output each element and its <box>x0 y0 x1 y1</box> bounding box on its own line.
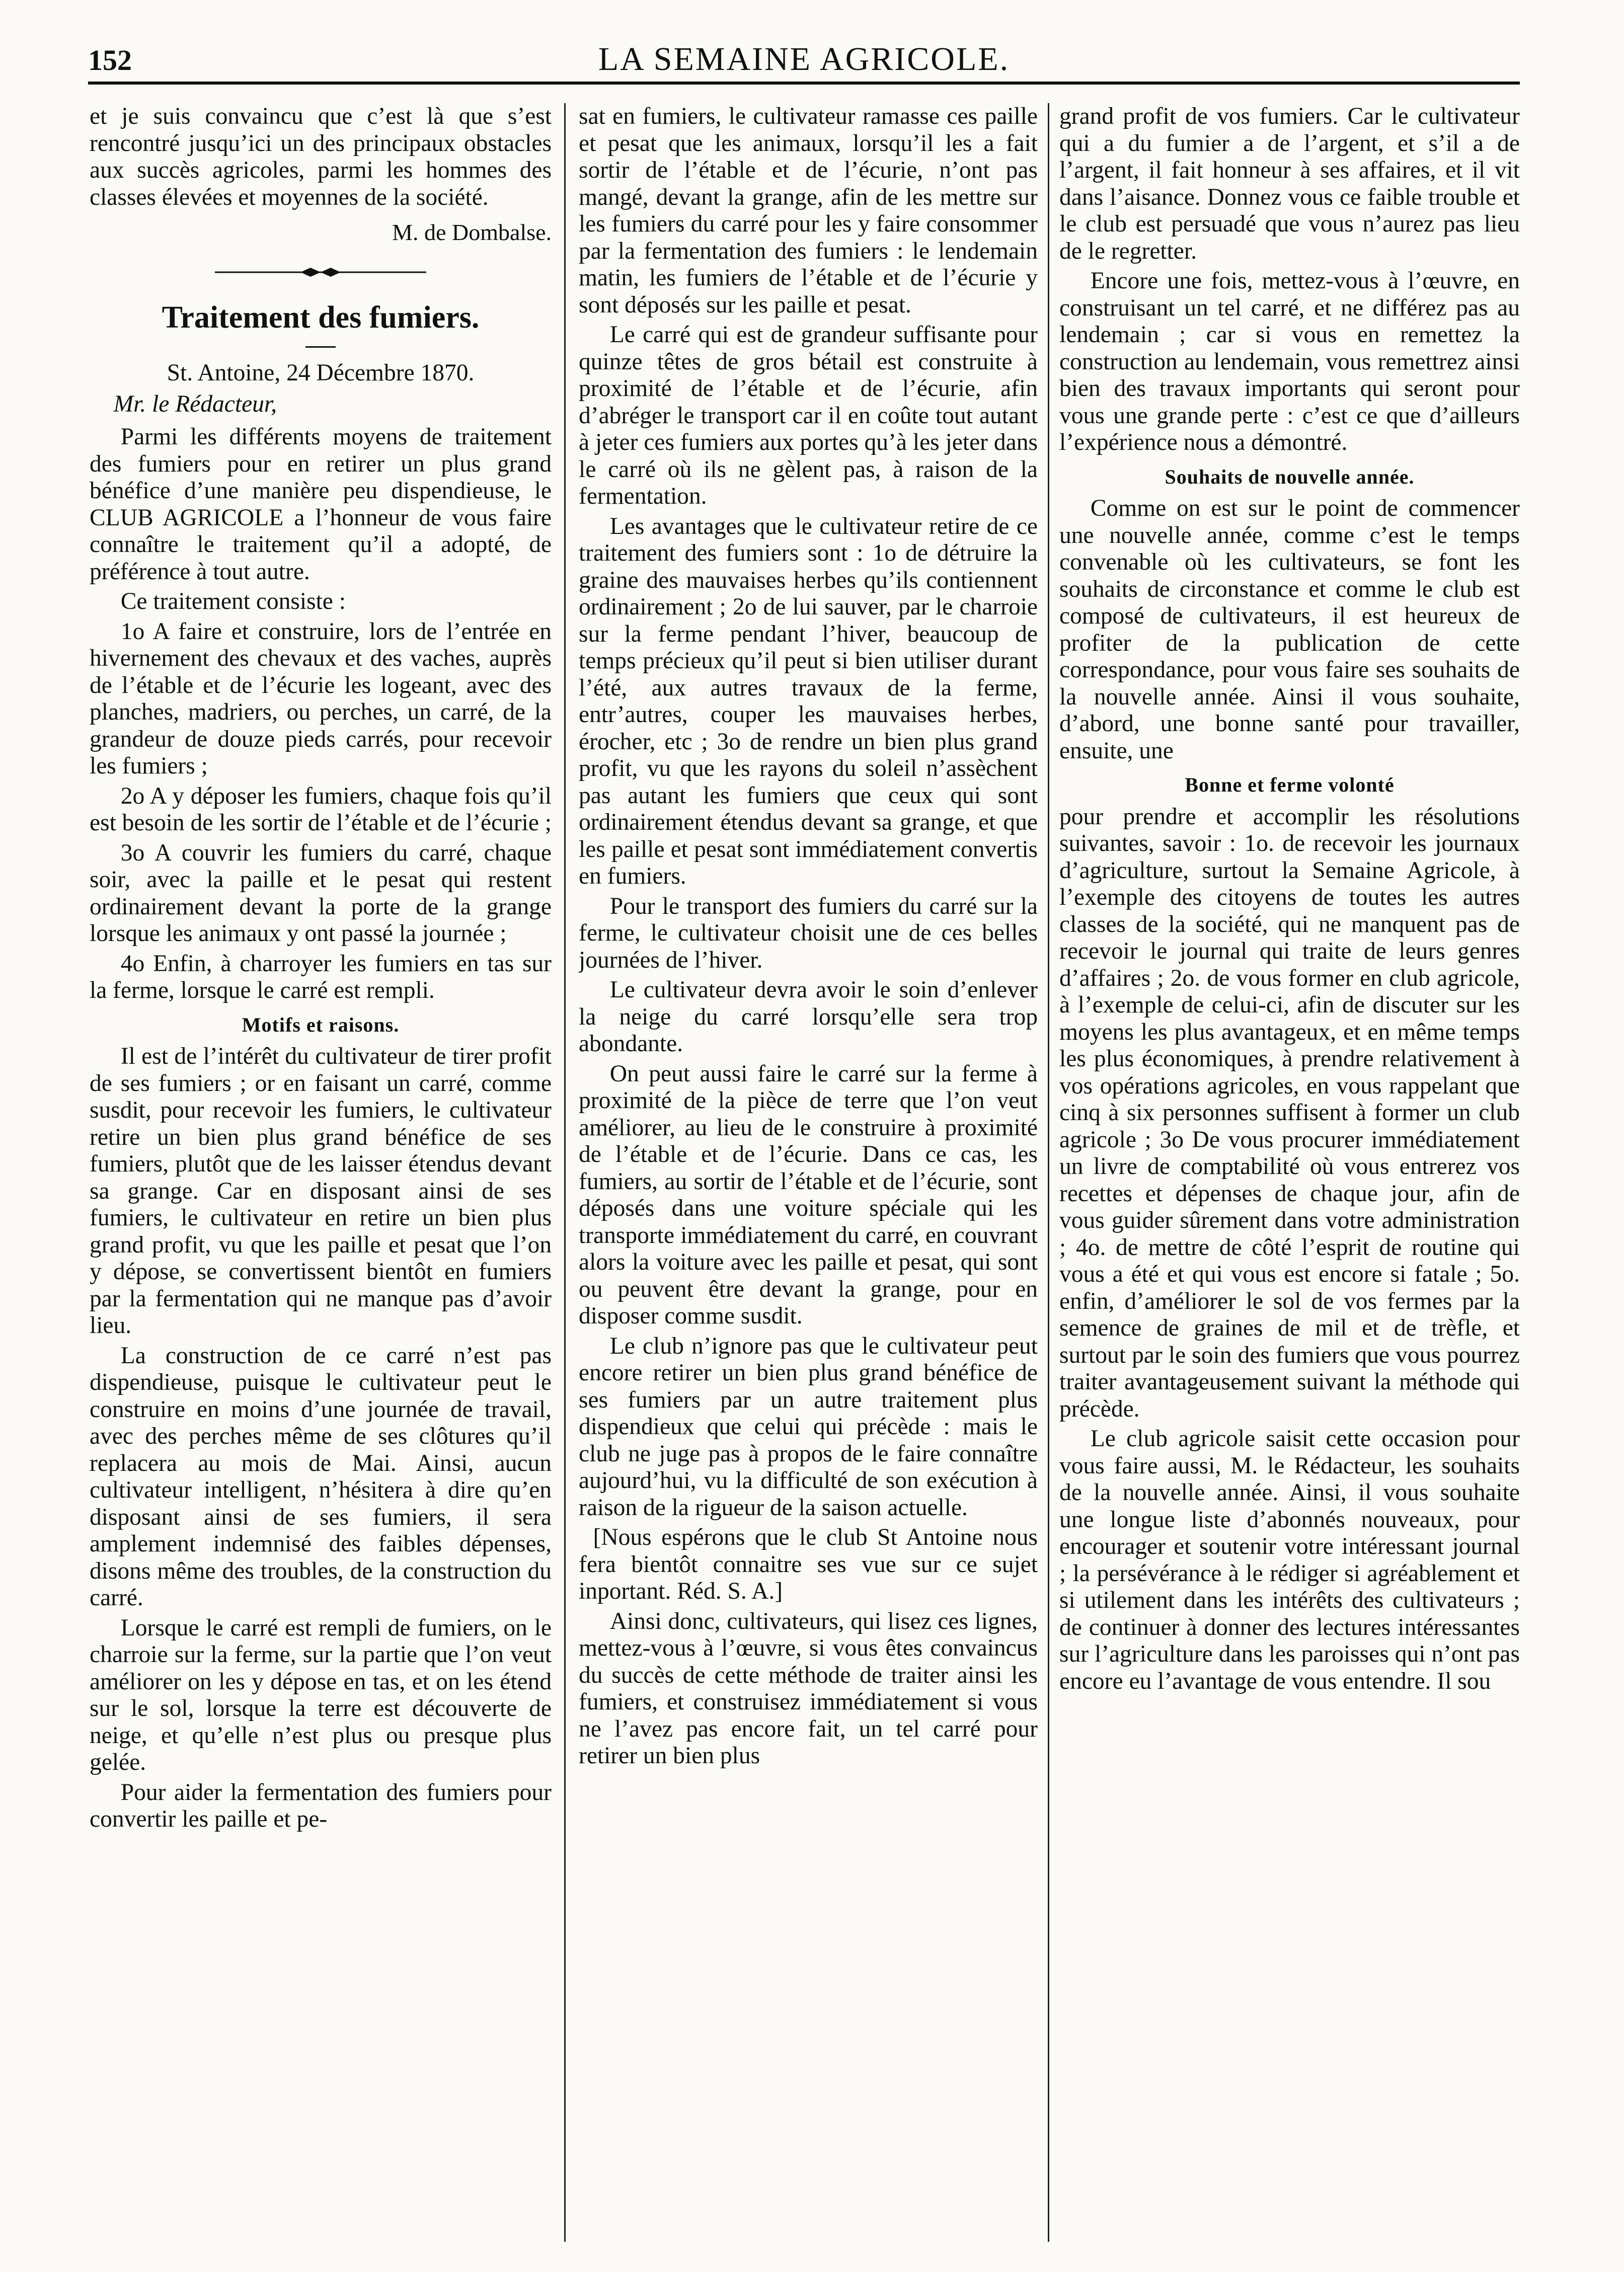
paragraph: 3o A couvrir les fumiers du carré, chaque soir, avec la paille et le pesat qui restent ordinairement devant la porte de la grange lorsque les animaux y ont passé la journée ; <box>90 839 552 947</box>
dateline: St. Antoine, 24 Décembre 1870. <box>167 360 475 386</box>
paragraph: Le club n’ignore pas que le cultivateur peut encore retirer un bien plus grand bénéfice de ses fumiers par un autre traitement plus dispendieux que celui qui précède : mais le club ne juge pas à propos de le faire connaître aujourd’hui, vu la difficulté de son exécution à raison de la rigueur de la saison actuelle. <box>579 1333 1038 1521</box>
paragraph: Il est de l’intérêt du cultivateur de tirer profit de ses fumiers ; or en faisant un carré, comme susdit, pour recevoir les fumiers, le cultivateur retire un bien plus grand bénéfice de ses fumiers, plutôt que de les laisser étendus devant sa grange. Car en disposant ainsi de ses fumiers, le cultivateur en retire un bien plus grand profit, vu que les paille et pesat que l’on y dépose, se convertissent bientôt en fumiers par la fermentation qui ne manque pas d’avoir lieu. <box>90 1043 552 1339</box>
paragraph: Ce traitement consiste : <box>120 588 346 614</box>
paragraph: Pour aider la fermentation des fumiers pour convertir les paille et pe- <box>90 1779 552 1832</box>
signature: M. de Dombalse. <box>392 219 552 245</box>
paragraph: Lorsque le carré est rempli de fumiers, on le charroie sur la ferme, sur la partie que l’on veut améliorer on les y dépose en tas, et on les étend sur le sol, lorsque la terre est découverte de neige, et qu’elle n’est plus ou presque plus gelée. <box>90 1614 552 1775</box>
article-title: Traitement des fumiers. <box>162 300 480 335</box>
paragraph: Le carré qui est de grandeur suffisante pour quinze têtes de gros bétail est construite à proximité de l’étable et de l’écurie, afin d’abréger le transport car il en coûte tout autant à jeter ces fumiers aux portes qu’à les jeter dans le carré où ils ne gèlent pas, à raison de la fermentation. <box>579 322 1038 509</box>
subheading: Souhaits de nouvelle année. <box>1165 465 1415 488</box>
paragraph: pour prendre et accomplir les résolutions suivantes, savoir : 1o. de recevoir les journaux d’agriculture, surtout la Semaine Agricole, à l’exemple des citoyens de toutes les autres classes de la société, qui ne manquent pas de recevoir le journal qui traite de leurs genres d’affaires ; 2o. de vous former en club agricole, à l’exemple de celui-ci, afin de discuter sur les moyens les plus avantageux, et en même temps les plus économiques, à prendre relativement à vos opérations agricoles, en vous rappelant que cinq à six personnes suffisent à former un club agricole ; 3o De vous procurer immédiatement un livre de comptabilité où vous entrerez vos recettes et dépenses de chaque jour, afin de vous guider sûrement dans votre administration ; 4o. de mettre de côté l’esprit de routine qui vous a été et qui vous est encore si fatale ; 5o. enfin, d’améliorer le sol de vos fermes par la semence de graines de mil et de trèfle, et surtout par le soin des fumiers que vous pourrez traiter avantageusement suivant la méthode qui précède. <box>1059 803 1520 1422</box>
newspaper-title: LA SEMAINE AGRICOLE. <box>598 41 1010 77</box>
short-rule <box>305 346 336 348</box>
paragraph: 2o A y déposer les fumiers, chaque fois qu’il est besoin de les sortir de l’étable et de l’écurie ; <box>90 782 552 836</box>
ornament-divider <box>90 258 552 285</box>
column-divider <box>564 103 566 2242</box>
column-2 <box>579 103 1038 2242</box>
salutation: Mr. le Rédacteur, <box>113 390 277 417</box>
paragraph: et je suis convaincu que c’est là que s’est rencontré jusqu’ici un des principaux obstacles aux succès agricoles, parmi les hommes des classes élevées et moyennes de la société. <box>90 103 552 210</box>
column-divider <box>1048 103 1049 2242</box>
subheading: Motifs et raisons. <box>242 1013 400 1036</box>
paragraph: grand profit de vos fumiers. Car le cultivateur qui a du fumier a de l’argent, et s’il a de l’argent, il fait honneur à ses affaires, et il vit dans l’aisance. Donnez vous ce faible trouble et le club est persuadé que vous n’aurez pas lieu de le regretter. <box>1059 103 1520 264</box>
paragraph: Encore une fois, mettez-vous à l’œuvre, en construisant un tel carré, et ne différez pas au lendemain ; car si vous en remettez la construction au lendemain, vous remettrez ainsi bien des travaux importants qui seront pour vous une grande perte : c’est ce que d’ailleurs l’expérience nous a démontré. <box>1059 268 1520 455</box>
paragraph: Les avantages que le cultivateur retire de ce traitement des fumiers sont : 1o de détruire la graine des mauvaises herbes qu’ils contiennent ordinairement ; 2o de lui sauver, par le charroie sur la ferme pendant l’hiver, beaucoup de temps précieux qu’il peut si bien utiliser durant l’été, aux autres travaux de la ferme, entr’autres, couper les mauvaises herbes, érocher, etc ; 3o de rendre un bien plus grand profit, vu que les rayons du soleil n’assèchent pas autant les fumiers que ceux qui sont ordinairement étendus devant sa grange, et que les paille et pesat sont immédiatement convertis en fumiers. <box>579 513 1038 889</box>
paragraph: La construction de ce carré n’est pas dispendieuse, puisque le cultivateur peut le construire en moins d’une journée de travail, avec des perches même de ses clôtures qu’il replacera au mois de Mai. Ainsi, aucun cultivateur intelligent, n’hésitera à dire qu’en disposant ainsi de ses fumiers, il sera amplement indemnisé des faibles dépenses, disons même des troubles, de la construction du carré. <box>90 1342 552 1611</box>
editor-note: [Nous espérons que le club St Antoine nous fera bientôt connaitre ses vue sur ce sujet inportant. Réd. S. A.] <box>579 1524 1038 1604</box>
paragraph: Le cultivateur devra avoir le soin d’enlever la neige du carré lorsqu’elle sera trop abondante. <box>579 977 1038 1057</box>
paragraph: Le club agricole saisit cette occasion pour vous faire aussi, M. le Rédacteur, les souhaits de la nouvelle année. Ainsi, il vous souhaite une longue liste d’abonnés nouveaux, pour encourager et soutenir votre intéressant journal ; la persévérance à le rédiger si agréablement et si utilement dans les intérêts des cultivateurs ; de continuer à donner des lectures intéressantes sur l’agriculture dans les paroisses qui n’ont pas encore eu l’avantage de vous entendre. Il sou <box>1059 1426 1520 1694</box>
page-number: 152 <box>88 44 132 76</box>
paragraph: On peut aussi faire le carré sur la ferme à proximité de la pièce de terre que l’on veut améliorer, au lieu de le construire à proximité de l’étable et de l’écurie. Dans ce cas, les fumiers, au sortir de l’étable et de l’écurie, sont déposés dans une voiture spéciale qui les transporte immédiatement du carré, en couvrant alors la voiture avec les paille et pesat, qui sont ou peuvent être devant la grange, pour en disposer comme susdit. <box>579 1060 1038 1329</box>
paragraph: 4o Enfin, à charroyer les fumiers en tas sur la ferme, lorsque le carré est rempli. <box>90 950 552 1003</box>
column-1 <box>90 103 552 2242</box>
paragraph: Ainsi donc, cultivateurs, qui lisez ces lignes, mettez-vous à l’œuvre, si vous êtes convaincus du succès de cette méthode de traiter ainsi les fumiers, et construisez immédiatement si vous ne l’avez pas encore fait, un tel carré pour retirer un bien plus <box>579 1608 1038 1769</box>
subheading: Bonne et ferme volonté <box>1185 773 1395 796</box>
column-3 <box>1059 103 1520 2242</box>
page-header <box>88 40 1520 81</box>
paragraph: Parmi les différents moyens de traitement des fumiers pour en retirer un plus grand bénéfice d’une manière peu dispendieuse, le CLUB AGRICOLE a l’honneur de vous faire connaître le traitement qu’il a adopté, de préférence à tout autre. <box>90 424 552 585</box>
paragraph: 1o A faire et construire, lors de l’entrée en hivernement des chevaux et des vaches, auprès de l’étable et de l’écurie les logeant, avec des planches, madriers, ou perches, un carré, de la grandeur de douze pieds carrés, pour recevoir les fumiers ; <box>90 618 552 779</box>
paragraph: sat en fumiers, le cultivateur ramasse ces paille et pesat que les animaux, lorsqu’il les a fait sortir de l’étable et de l’écurie, n’ont pas mangé, devant la grange, afin de les mettre sur les fumiers du carré pour les y faire consommer par la fermentation des fumiers : le lendemain matin, les fumiers de l’étable et de l’écurie y sont déposés sur les paille et pesat. <box>579 103 1038 318</box>
paragraph: Pour le transport des fumiers du carré sur la ferme, le cultivateur choisit une de ces belles journées de l’hiver. <box>579 893 1038 973</box>
header-rule <box>88 82 1520 85</box>
paragraph: Comme on est sur le point de commencer une nouvelle année, comme c’est le temps convenable où les cultivateurs, se font les souhaits de circonstance et comme le club est composé de cultivateurs, il est heureux de profiter de la publication de cette correspondance, pour vous faire ses souhaits de la nouvelle année. Ainsi il vous souhaite, d’abord, une bonne santé pour travailler, ensuite, une <box>1059 495 1520 764</box>
